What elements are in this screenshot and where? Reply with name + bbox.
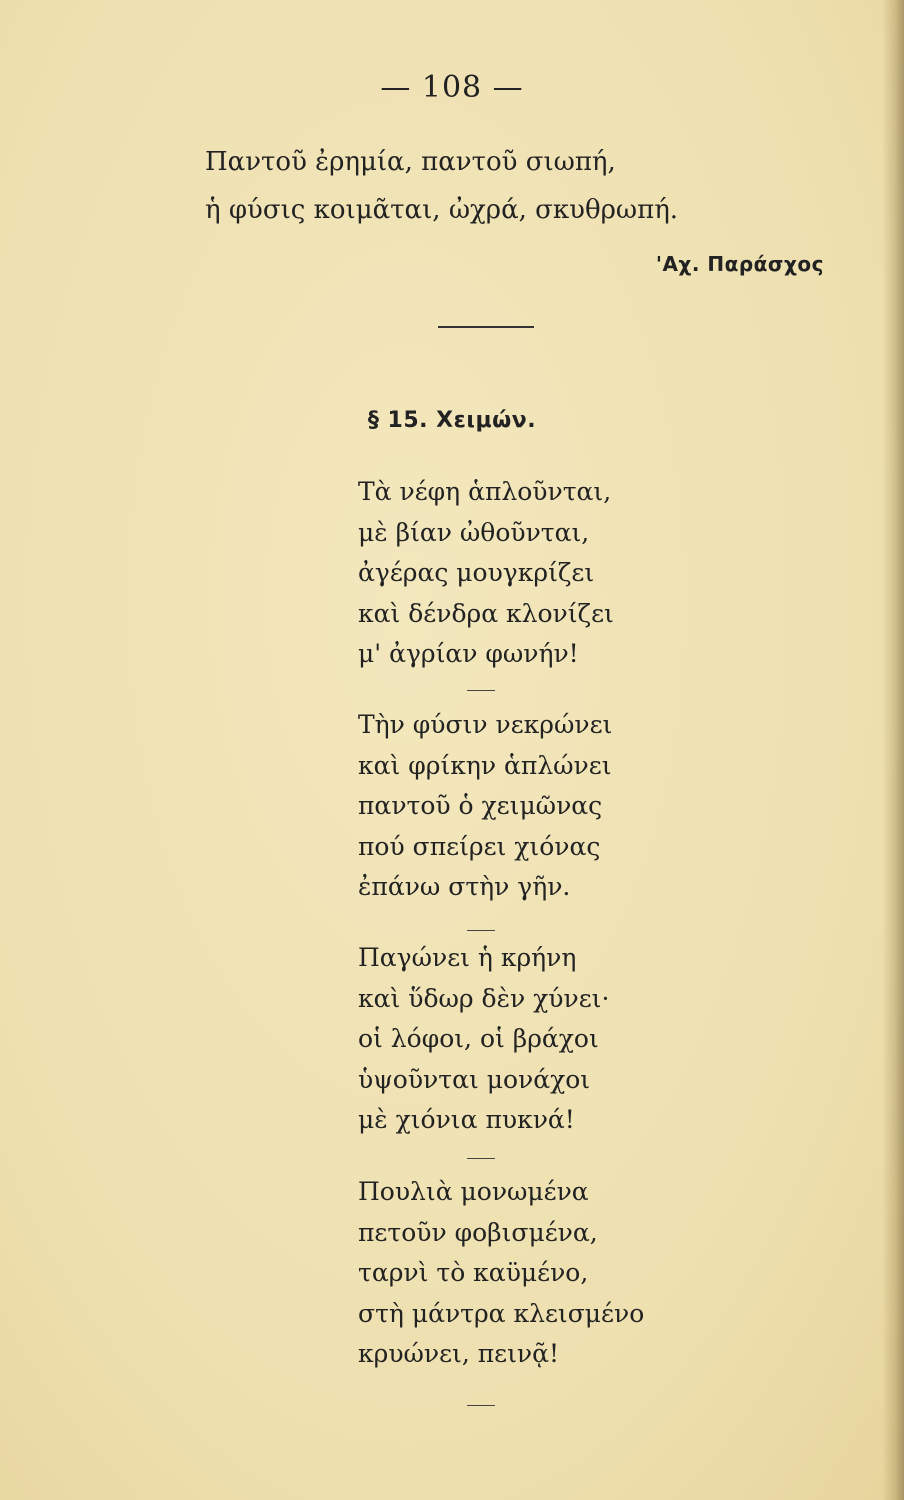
poem-line: κρυώνει, πεινᾷ! bbox=[358, 1339, 560, 1368]
poem-line: ἐπάνω στὴν γῆν. bbox=[358, 872, 571, 901]
poem-line: Τὴν φύσιν νεκρώνει bbox=[358, 710, 613, 739]
poem-stanza bbox=[358, 705, 612, 908]
poem-line: καὶ φρίκην ἁπλώνει bbox=[358, 750, 612, 780]
poem-line: πετοῦν φοβισμένα, bbox=[358, 1217, 598, 1247]
poem-stanza bbox=[358, 1172, 644, 1375]
intro-line: ἡ φύσις κοιμᾶται, ὠχρά, σκυθρωπή. bbox=[205, 195, 679, 225]
poem-line: Πουλιὰ μονωμένα bbox=[358, 1177, 589, 1206]
poem-line: παντοῦ ὁ χειμῶνας bbox=[358, 791, 603, 820]
page-edge-shadow bbox=[882, 0, 904, 1500]
intro-line: Παντοῦ ἐρημία, παντοῦ σιωπή, bbox=[205, 147, 616, 177]
stanza-divider bbox=[467, 1158, 495, 1159]
poem-line: μ' ἀγρίαν φωνήν! bbox=[358, 639, 579, 668]
author-attribution: 'Αχ. Παράσχος bbox=[655, 252, 824, 276]
poem-line: ἀγέρας μουγκρίζει bbox=[358, 558, 595, 587]
page-number: — 108 — bbox=[380, 70, 524, 105]
end-divider bbox=[467, 1405, 495, 1406]
poem-line: Τὰ νέφη ἁπλοῦνται, bbox=[358, 477, 612, 506]
poem-line: οἱ λόφοι, οἱ βράχοι bbox=[358, 1024, 599, 1053]
poem-line: μὲ βίαν ὠθοῦνται, bbox=[358, 517, 590, 547]
poem-stanza bbox=[358, 472, 614, 675]
section-divider bbox=[438, 326, 534, 328]
intro-verse bbox=[205, 138, 678, 234]
poem-stanza bbox=[358, 938, 609, 1141]
section-heading: § 15. Χειμών. bbox=[367, 408, 537, 433]
stanza-divider bbox=[467, 930, 495, 931]
poem-line: καὶ ὕδωρ δὲν χύνει· bbox=[358, 983, 610, 1013]
poem-line: καὶ δένδρα κλονίζει bbox=[358, 598, 614, 628]
poem-line: ὑψοῦνται μονάχοι bbox=[358, 1064, 591, 1094]
poem-line: μὲ χιόνια πυκνά! bbox=[358, 1105, 575, 1134]
poem-line: ταρνὶ τὸ καϋμένο, bbox=[358, 1258, 589, 1287]
poem-line: Παγώνει ἡ κρήνη bbox=[358, 943, 577, 972]
poem-line: στὴ μάντρα κλεισμένο bbox=[358, 1298, 645, 1328]
stanza-divider bbox=[467, 690, 495, 691]
poem-line: πού σπείρει χιόνας bbox=[358, 831, 601, 861]
